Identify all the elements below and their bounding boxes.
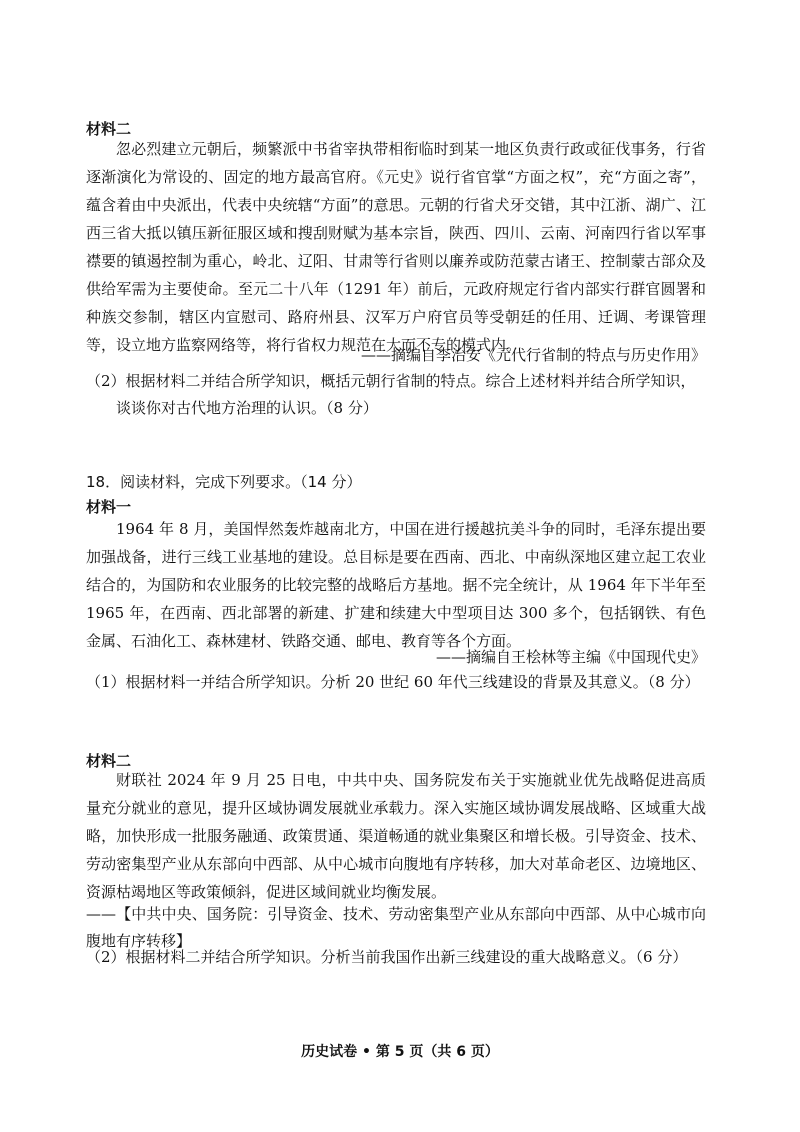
q18-material-2-label: 材料二	[86, 752, 132, 770]
q18-material-1-label: 材料一	[86, 498, 132, 516]
question-2	[86, 368, 716, 422]
question-18-heading: 18．阅读材料，完成下列要求。（14 分）	[86, 473, 362, 491]
q18-material-1-source: ——摘编自王桧林等主编《中国现代史》	[435, 648, 706, 666]
material-2-source: ——摘编自李治安《元代行省制的特点与历史作用》	[360, 346, 706, 364]
question-2-line2: 谈谈你对古代地方治理的认识。（8 分）	[116, 399, 378, 417]
q18-material-2-body: 财联社 2024 年 9 月 25 日电，中共中央、国务院发布关于实施就业优先战略促进高质量充分就业的意见，提升区域协调发展就业承载力。深入实施区域协调发展战略、区域重大战略，加快形成一批服务融通、政策贯通、渠道畅通的就业集聚区和增长极。引导资金、技术、劳动密集型产业从东部向中西部、从中心城市向腹地有序转移，加大对革命老区、边境地区、资源枯竭地区等政策倾斜，促进区域间就业均衡发展。	[86, 771, 706, 901]
q18-question-2: （2）根据材料二并结合所学知识。分析当前我国作出新三线建设的重大战略意义。（6 分）	[86, 948, 688, 966]
q18-question-1: （1）根据材料一并结合所学知识。分析 20 世纪 60 年代三线建设的背景及其意义。（8 分）	[86, 673, 700, 691]
material-2-label: 材料二	[86, 120, 132, 138]
q18-material-1-body: 1964 年 8 月，美国悍然轰炸越南北方，中国在进行援越抗美斗争的同时，毛泽东提出要加强战备，进行三线工业基地的建设。总目标是要在西南、西北、中南纵深地区建立起工农业结合的，为国防和农业服务的比较完整的战略后方基地。据不完全统计，从 1964 年下半年至 1965 年，在西南、西北部署的新建、扩建和续建大中型项目达 300 多个，包括钢铁、有色金属、石油化工、森林建材、铁路交通、邮电、教育等各个方面。	[86, 520, 706, 650]
q18-material-2-source: ——【中共中央、国务院：引导资金、技术、劳动密集型产业从东部向中西部、从中心城市向腹地有序转移】	[86, 905, 706, 950]
page-footer: 历史试卷 • 第 5 页（共 6 页）	[301, 1044, 499, 1060]
question-2-line1: （2）根据材料二并结合所学知识，概括元朝行省制的特点。综合上述材料并结合所学知识，	[86, 372, 696, 390]
material-2-body: 忽必烈建立元朝后，频繁派中书省宰执带相衔临时到某一地区负责行政或征伐事务，行省逐渐演化为常设的、固定的地方最高官府。《元史》说行省官掌“方面之权”，充“方面之寄”，蕴含着由中央派出，代表中央统辖“方面”的意思。元朝的行省犬牙交错，其中江浙、湖广、江西三省大抵以镇压新征服区域和搜刮财赋为基本宗旨，陕西、四川、云南、河南四行省以军事襟要的镇遏控制为重心，岭北、辽阳、甘肃等行省则以廉养或防范蒙古诸王、控制蒙古部众及供给军需为主要使命。至元二十八年（1291 年）前后，元政府规定行省内部实行群官圆署和种族交参制，辖区内宣慰司、路府州县、汉军万户府官员等受朝廷的任用、迁调、考课管理等，设立地方监察网络等，将行省权力规范在大而不专的模式内。	[86, 140, 706, 354]
